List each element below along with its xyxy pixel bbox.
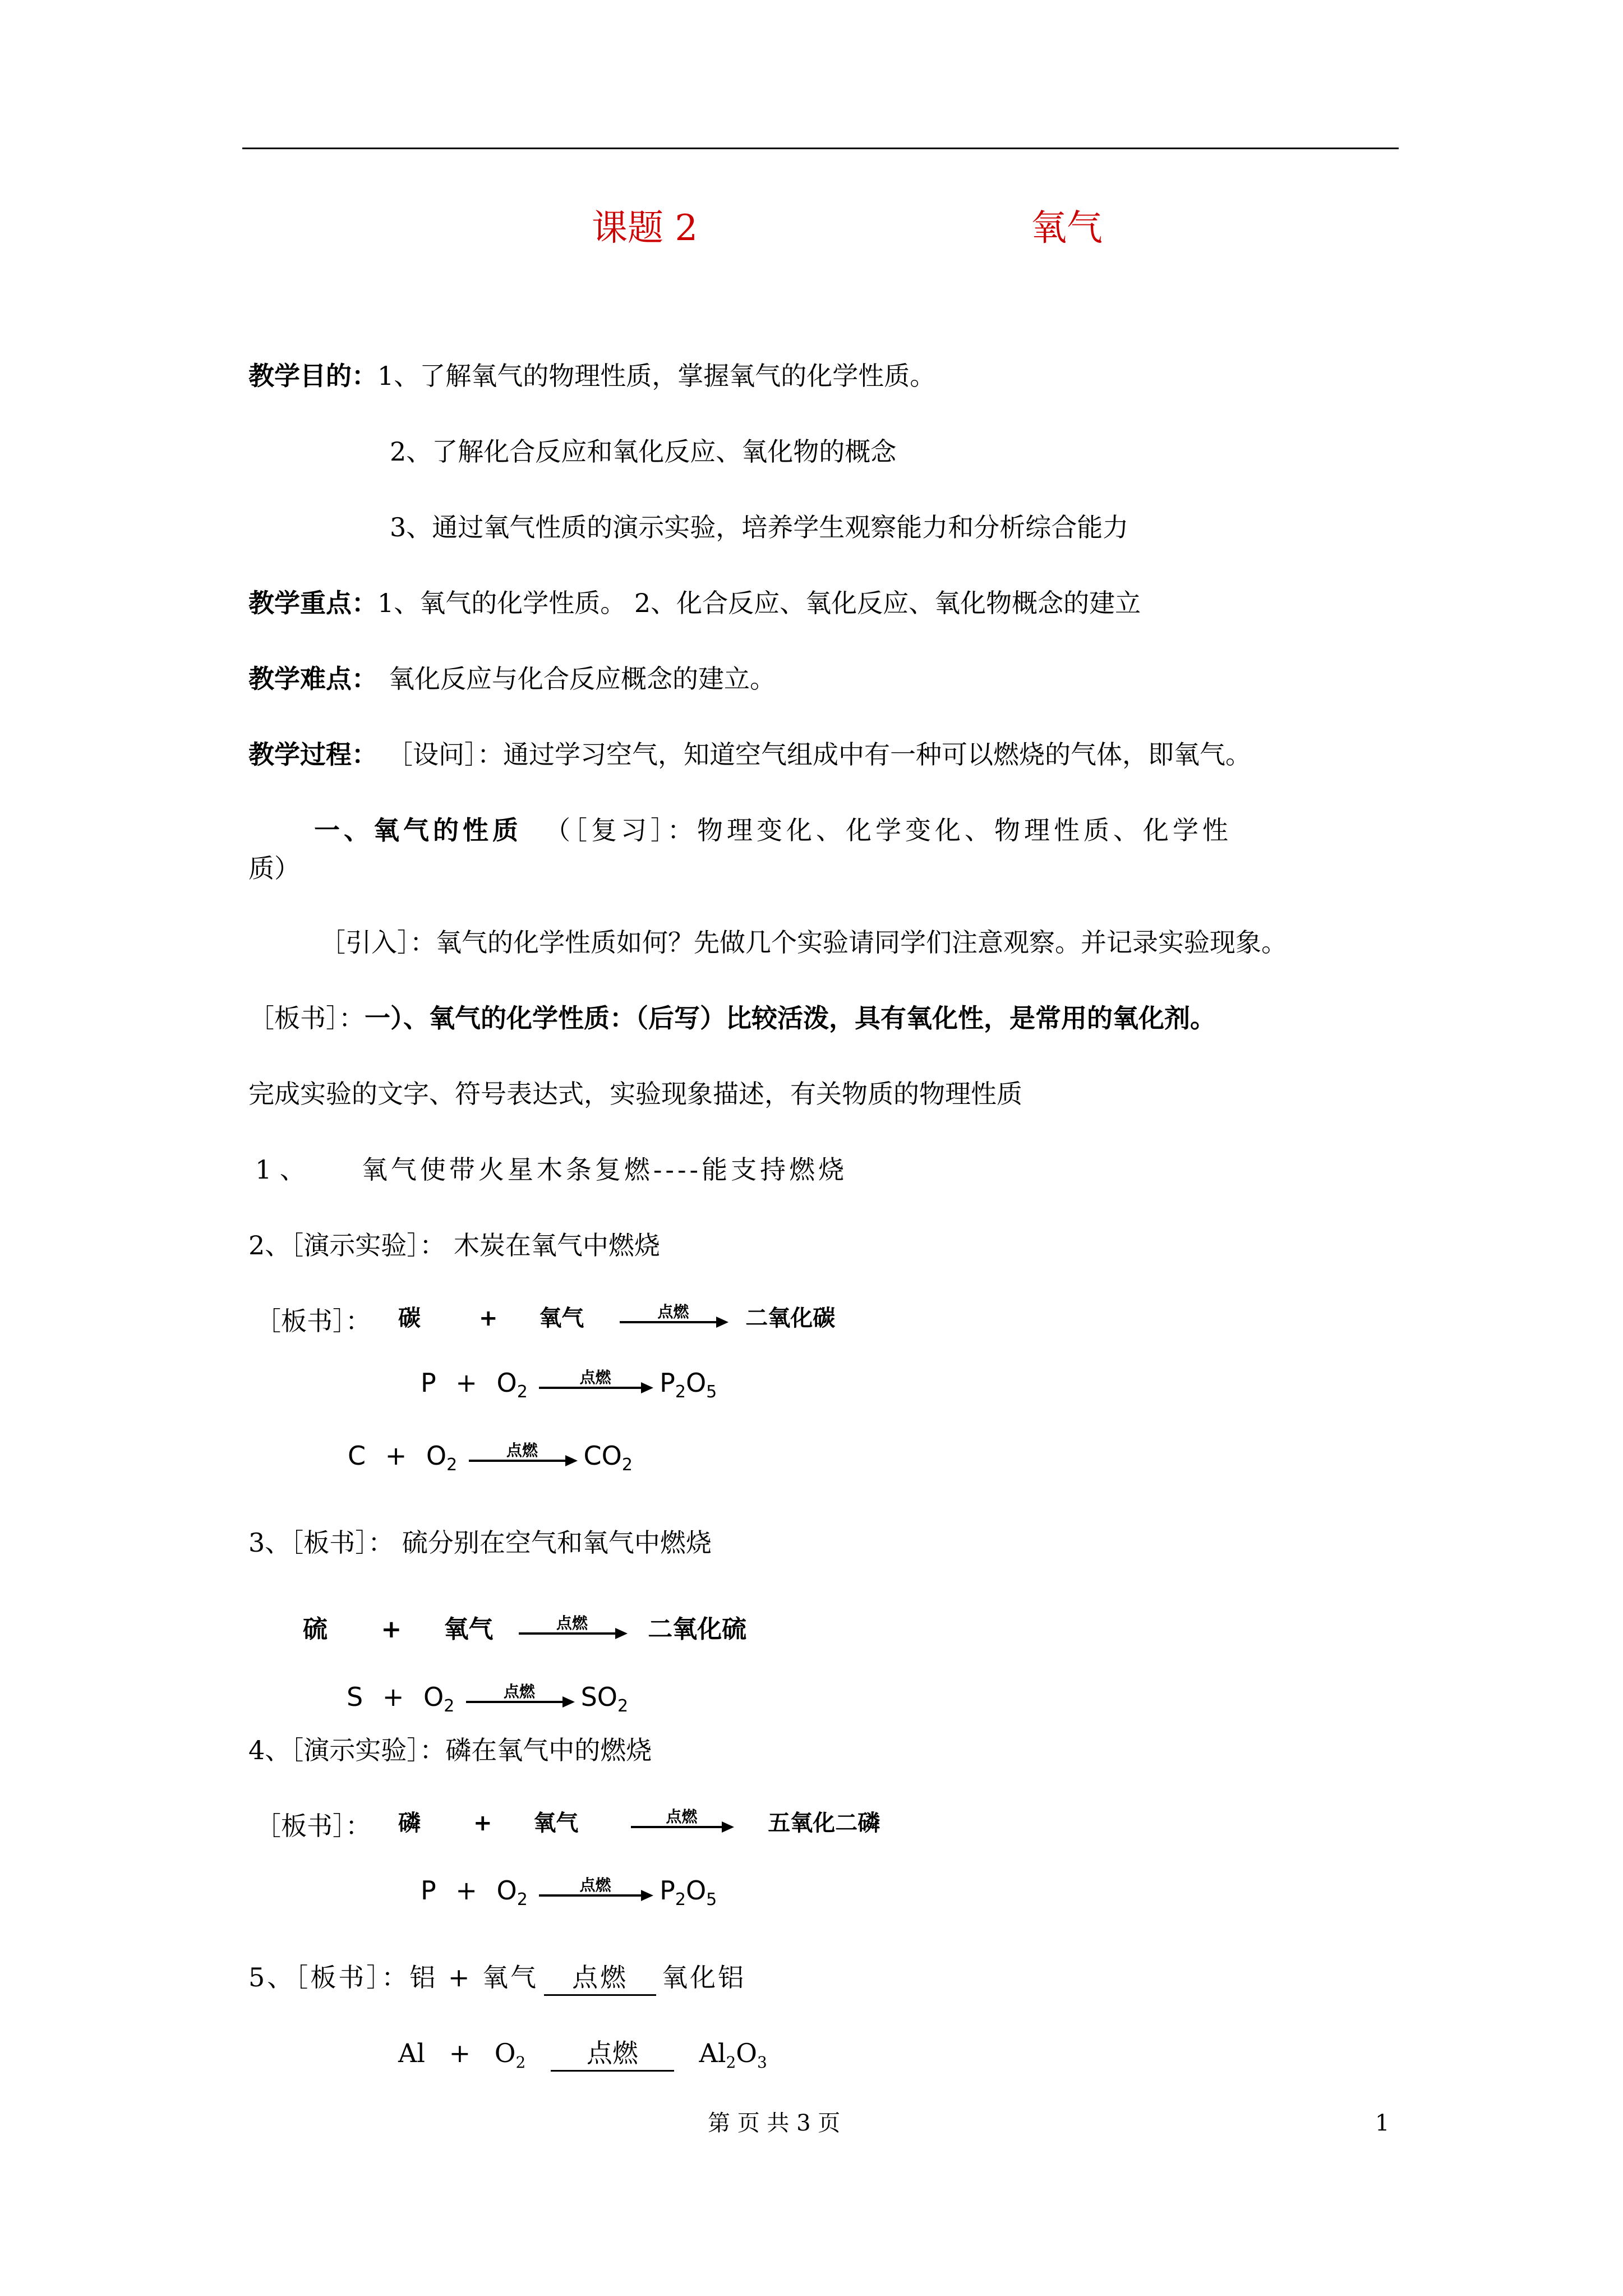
reaction-arrow [519, 1614, 625, 1635]
symbol-equation-aluminum [398, 2036, 767, 2079]
reaction-arrow [469, 1441, 575, 1462]
process [248, 738, 1251, 771]
plus-sign: + [381, 1615, 402, 1644]
symbol-equation-carbon [348, 1439, 633, 1482]
reactant: 氧气 [444, 1615, 494, 1644]
item1-line [255, 1153, 847, 1186]
lesson-title: 氧气 [1031, 208, 1103, 249]
product: 二氧化碳 [745, 1305, 836, 1331]
reactant: S [347, 1682, 363, 1712]
reactant: $O_2$ [496, 1875, 528, 1910]
difficulties-label: 教学难点： [248, 664, 377, 694]
item3-line: 3、［板书］： 硫分别在空气和氧气中燃烧 [248, 1527, 712, 1558]
word-equation-sulfur [303, 1613, 746, 1646]
reactant: $O_2$ [494, 2038, 526, 2072]
product: $P_2O_5$ [660, 1875, 717, 1910]
process-label: 教学过程： [248, 739, 377, 770]
reaction-condition: 点燃 [551, 2036, 674, 2072]
reaction-arrow [631, 1807, 732, 1828]
product: 五氧化二磷 [768, 1810, 880, 1836]
plus-sign: + [385, 1441, 407, 1471]
header-rule [242, 148, 1399, 149]
difficulties [248, 662, 776, 696]
footer-page-count: 第 页 共 3 页 [708, 2110, 841, 2136]
reactant: Al [398, 2038, 425, 2068]
item4-line: 4、［演示实验］：磷在氧气中的燃烧 [248, 1735, 652, 1765]
objectives-line [248, 359, 935, 393]
plus-sign: + [449, 2038, 471, 2068]
reactant: 碳 [398, 1305, 421, 1331]
word-equation-carbon [398, 1301, 835, 1335]
process-text: ［设问］：通过学习空气，知道空气组成中有一种可以燃烧的气体，即氧气。 [400, 739, 1251, 770]
objective-item: 2、了解化合反应和氧化反应、氧化物的概念 [390, 436, 897, 467]
section1-heading: 一、氧气的性质 [314, 815, 522, 845]
symbol-equation-sulfur [347, 1680, 628, 1723]
section1-line [314, 813, 1232, 847]
product: $Al_2O_3$ [699, 2038, 767, 2072]
reactant: 氧气 [533, 1810, 579, 1836]
condition-label: 点燃 [579, 1368, 611, 1387]
condition-label: 点燃 [556, 1614, 588, 1632]
board1-prefix: ［板书］： [248, 1003, 365, 1033]
condition-label: 点燃 [503, 1682, 535, 1701]
reactant: $O_2$ [426, 1441, 458, 1475]
item5-condition: 点燃 [544, 1961, 656, 1996]
reactant: 硫 [303, 1615, 328, 1644]
item4-board: ［板书］： [255, 1811, 371, 1841]
reaction-arrow [539, 1368, 651, 1389]
symbol-equation-phosphorus [421, 1366, 717, 1409]
board1-line [248, 1001, 1216, 1035]
lesson-number: 课题 2 [592, 208, 698, 249]
product: 二氧化硫 [648, 1615, 747, 1644]
reaction-arrow [466, 1682, 573, 1703]
objectives-label: 教学目的： [248, 361, 377, 391]
condition-label: 点燃 [666, 1807, 698, 1826]
reactant: $O_2$ [423, 1682, 455, 1717]
reaction-arrow [620, 1303, 726, 1323]
item5-prefix: 5、［板书］：铝 + 氧气 [248, 1962, 539, 1993]
section1-review: （［复习］：物理变化、化学变化、物理性质、化学性 [545, 815, 1232, 845]
plus-sign: + [478, 1305, 498, 1331]
board1-bold: 一）、氧气的化学性质：（后写）比较活泼，具有氧化性，是常用的氧化剂。 [365, 1003, 1216, 1033]
reactant: 磷 [398, 1810, 421, 1836]
complete-line: 完成实验的文字、符号表达式，实验现象描述，有关物质的物理性质 [248, 1079, 1022, 1109]
key-points [248, 586, 1141, 620]
item5-product: 氧化铝 [662, 1962, 746, 1993]
reactant: $O_2$ [496, 1368, 528, 1402]
word-equation-phosphorus [398, 1806, 880, 1840]
section1-review-cont: 质） [248, 853, 300, 884]
reactant: C [348, 1441, 366, 1471]
reactant: P [421, 1368, 436, 1398]
footer-page-number: 1 [1375, 2110, 1390, 2136]
item1-text: 氧气使带火星木条复燃----能支持燃烧 [361, 1154, 848, 1185]
objective-item: 1、了解氧气的物理性质，掌握氧气的化学性质。 [377, 361, 936, 391]
difficulties-text: 氧化反应与化合反应概念的建立。 [389, 664, 776, 694]
reaction-arrow [539, 1875, 651, 1897]
plus-sign: + [382, 1682, 404, 1712]
item2-board: ［板书］： [255, 1306, 371, 1336]
reactant: 氧气 [539, 1305, 584, 1331]
condition-label: 点燃 [506, 1441, 538, 1460]
plus-sign: + [473, 1810, 492, 1836]
item2-line: 2、［演示实验］： 木炭在氧气中燃烧 [248, 1230, 660, 1260]
intro-line: ［引入］：氧气的化学性质如何？先做几个实验请同学们注意观察。并记录实验现象。 [320, 927, 1287, 958]
plus-sign: + [455, 1368, 477, 1398]
product: $CO_2$ [583, 1441, 633, 1475]
product: $SO_2$ [580, 1682, 629, 1717]
item5-line [248, 1961, 746, 1996]
product: $P_2O_5$ [660, 1368, 717, 1402]
key-points-label: 教学重点： [248, 588, 377, 618]
item1-num: 1 、 [255, 1154, 306, 1185]
objective-item: 3、通过氧气性质的演示实验，培养学生观察能力和分析综合能力 [390, 512, 1129, 542]
plus-sign: + [455, 1875, 477, 1906]
condition-label: 点燃 [579, 1875, 611, 1894]
key-points-text: 1、氧气的化学性质。 2、化合反应、氧化反应、氧化物概念的建立 [377, 588, 1141, 618]
condition-label: 点燃 [657, 1303, 689, 1321]
reactant: P [421, 1875, 436, 1906]
symbol-equation-phosphorus-2 [421, 1874, 717, 1917]
